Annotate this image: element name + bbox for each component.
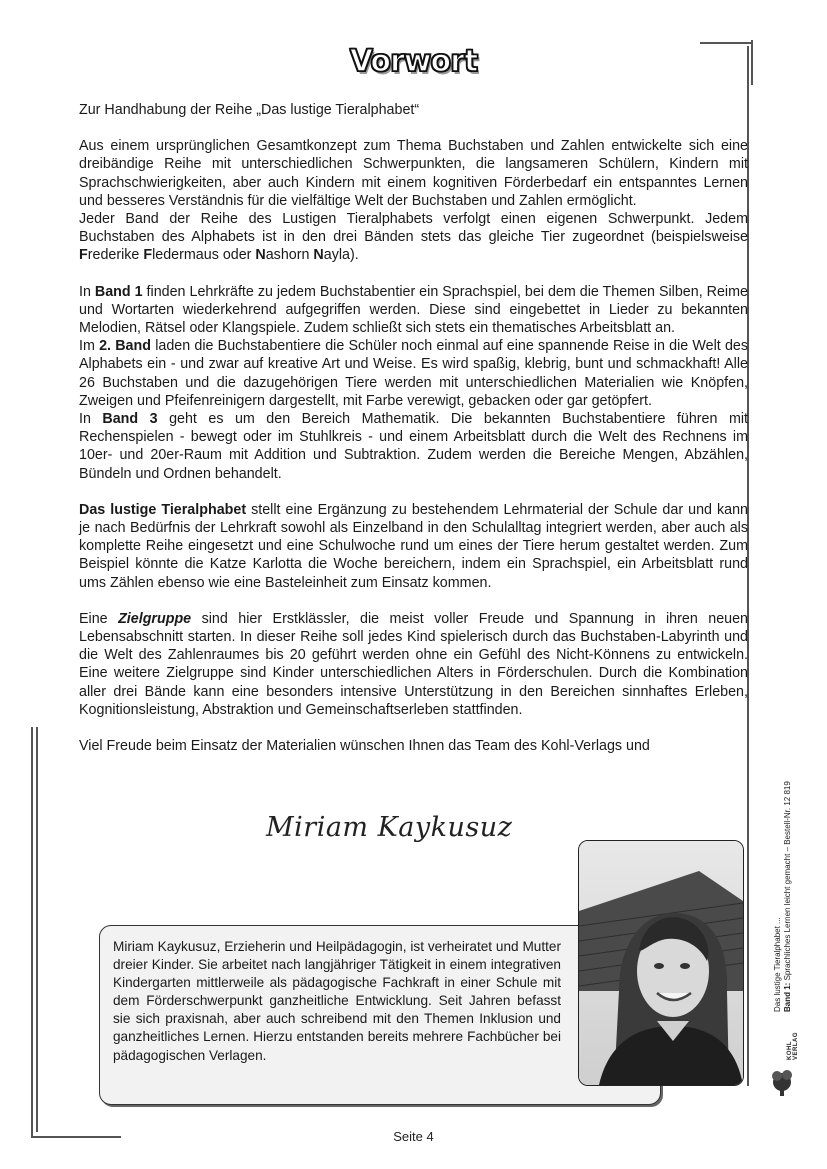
paragraph-intro: Zur Handhabung der Reihe „Das lustige Tieralphabet“ [79, 102, 420, 118]
publisher-logo-icon [768, 1062, 796, 1096]
paragraph-band-1: In Band 1 finden Lehrkräfte zu jedem Buchstabentier ein Sprachspiel, bei dem die Themen Silben, Reime und Wortarten wiederkehrend aufgegriffen werden. Diese sind eingebettet in Lieder zu bekannten Melodien, Rätsel oder Klangspiele. Zudem schließt sich stets ein thematisches Arbeitsblatt an. [79, 283, 748, 337]
page-title: Vorwort [349, 44, 478, 79]
author-signature: Miriam Kaykusuz [266, 812, 513, 843]
paragraph-band-3: In Band 3 geht es um den Bereich Mathematik. Die bekannten Buchstabentiere führen mit Rechenspielen - bewegt oder im Stuhlkreis - und einem Arbeitsblatt durch die Welt des Rechnens im 10er- und 20er-Raum mit Addition und Subtraktion. Zudem werden die Bereiche Mengen, Abzählen, Bündeln und Ordnen behandelt. [79, 411, 748, 482]
page-number: Seite 4 [393, 1129, 434, 1144]
foreword-text [79, 101, 748, 755]
paragraph-series: Das lustige Tieralphabet stellt eine Ergänzung zu bestehendem Lehrmaterial der Schule dar und kann je nach Bedürfnis der Lehrkraft sowohl als Einzelband in den Schulalltag integriert werden, aber auch als komplette Reihe eingesetzt und eine Schulwoche rund um eines der Tiere herum gestaltet werden. Zum Beispiel könnte die Katze Karlotta die Woche bereichern, indem ein Sprachspiel, ein Arbeitsblatt rund ums Zählen ebenso wie eine Basteleinheit zum Einsatz kommen. [79, 501, 748, 591]
frame-line [31, 727, 33, 1137]
paragraph-target-group: Eine Zielgruppe sind hier Erstklässler, die meist voller Freude und Spannung in ihren neuen Lebensabschnitt starten. In dieser Reihe soll jedes Kind spielerisch durch das Buchstaben-Labyrinth und die Welt des Zahlenraumes bis 20 geführt werden ohne ein Gefühl des Nicht-Könnens zu entwickeln. Eine weitere Zielgruppe sind Kinder unterschiedlichen Alters in Förderschulen. Durch die Kombination aller drei Bände kann eine besonders intensive Unterstützung in den Bereichen sinnhaftes Erleben, Kognitionsleistung, Abstraktion und Gemeinschaftserleben stattfinden. [79, 610, 748, 718]
side-series-info [773, 742, 793, 1012]
side-series-title: Das lustige Tieralphabet ... [773, 917, 782, 1012]
frame-line [36, 727, 38, 1132]
author-photo [578, 840, 744, 1086]
paragraph-band-2: Im 2. Band laden die Buchstabentiere die Schüler noch einmal auf eine spannende Reise in die Welt des Alphabets ein - und zwar auf kreative Art und Weise. Es wird spaßig, klebrig, bunt und schmackhaft! Alle 26 Buchstaben und die dazugehörigen Tiere werden mit unterschiedlichen Materialien wie Knöpfen, Zweigen und Pfeifenreinigern dargestellt, mit Farbe verewigt, gebacken oder gar getöpfert. [79, 338, 749, 409]
paragraph-animals: Jeder Band der Reihe des Lustigen Tieralphabets verfolgt einen eigenen Schwerpunkt. Jedem Buchstaben des Alphabets ist in den drei Bänden stets das gleiche Tier zugeordnet (beispielsweise Frederike Fledermaus oder Nashorn Nayla). [79, 211, 748, 264]
paragraph-concept: Aus einem ursprünglichen Gesamtkonzept zum Thema Buchstaben und Zahlen entwickelte sich eine dreibändige Reihe mit unterschiedlichen Schwerpunkten, die langsameren Schülern, Kindern mit Sprachschwierigkeiten, aber auch Kindern mit einem kognitiven Förderbedarf ein entspanntes Lernen und besseres Verständnis für die vielfältige Welt der Buchstaben und Zahlen ermöglicht. [79, 138, 748, 209]
paragraph-closing: Viel Freude beim Einsatz der Materialien wünschen Ihnen das Team des Kohl-Verlags und [79, 738, 650, 755]
author-bio-text: Miriam Kaykusuz, Erzieherin und Heilpädagogin, ist verheiratet und Mutter dreier Kinder. Sie arbeitet nach langjähriger Tätigkeit in einem integrativen Kindergarten mittlerweile als pädagogische Fachkraft in einer Schule mit dem Förderschwerpunkt ganzheitliche Entwicklung. Seit Jahren befasst sie sich praxisnah, aber auch schreibend mit den Themen Inklusion und ganzheitliches Lernen. Hierzu entstanden bereits mehrere Fachbücher bei pädagogischen Verlagen. [113, 939, 561, 1063]
publisher-logo-text: KOHL VERLAG [787, 1031, 799, 1060]
side-band-info: Band 1: Sprachliches Lernen leicht gemacht – Bestell-Nr. 12 819 [783, 781, 792, 1012]
